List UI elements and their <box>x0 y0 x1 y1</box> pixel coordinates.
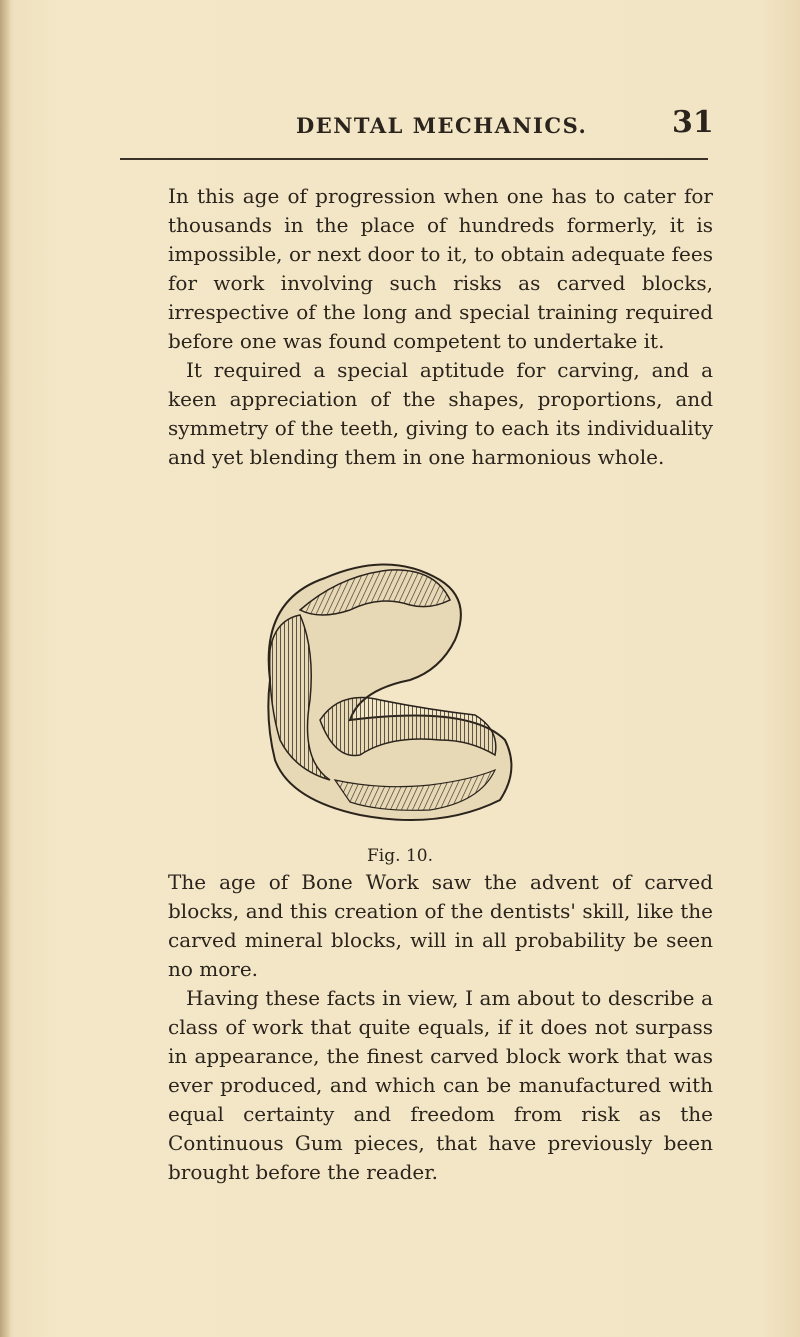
running-title: DENTAL MECHANICS. <box>296 113 588 138</box>
paragraph: Having these facts in view, I am about to describe a class of work that quite equals, if it does not surpass in appearance, the finest carved block work that was ever produced, and which can be manufactured with equal certainty and freedom from risk as the Continuous Gum pieces, that have previously been brought before the reader. <box>168 986 713 1184</box>
figure-caption: Fig. 10. <box>367 846 433 866</box>
text-block-bottom <box>168 868 713 1187</box>
paragraph: It required a special aptitude for carving, and a keen appreciation of the shapes, proportions, and symmetry of the teeth, giving to each its individuality and yet blending them in one harmonious whole. <box>168 358 713 469</box>
paragraph: In this age of progression when one has to cater for thousands in the place of hundreds formerly, it is impossible, or next door to it, to obtain adequate fees for work involving such risks as carved blocks, irrespective of the long and special training required before one was found competent to undertake it. <box>168 184 713 353</box>
teeth-block-figure <box>240 540 520 830</box>
page-number: 31 <box>672 105 714 140</box>
paragraph: The age of Bone Work saw the advent of carved blocks, and this creation of the dentists' skill, like the carved mineral blocks, will in all probability be seen no more. <box>168 870 713 981</box>
text-block-top <box>168 182 713 472</box>
page-binding-edge <box>0 0 10 1337</box>
running-head <box>0 105 800 145</box>
header-rule <box>120 158 708 160</box>
